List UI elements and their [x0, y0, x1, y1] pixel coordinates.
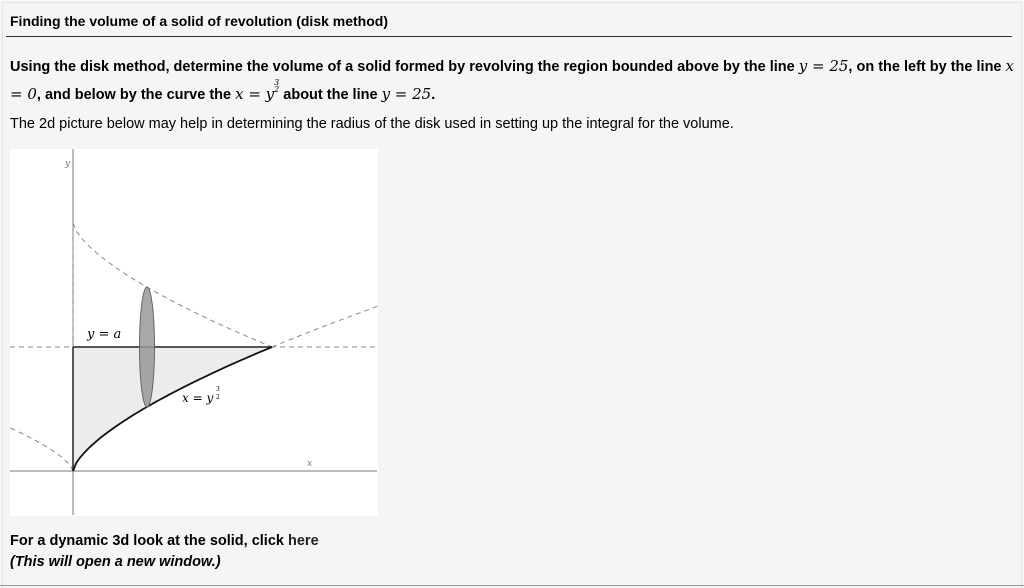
- curve-label: x = y: [182, 391, 214, 405]
- exp-num: 3: [274, 78, 280, 87]
- reflected-curve-lower: [10, 428, 73, 472]
- open-3d-link[interactable]: here: [288, 533, 319, 549]
- question-part: Using the disk method, determine the volume of a solid formed by revolving the region bounded above by the line: [10, 59, 799, 75]
- question-part: , and below by the curve the: [36, 87, 236, 103]
- math-y-25: y = 25: [798, 57, 849, 75]
- hint-text: The 2d picture below may help in determining the radius of the disk used in setting up the integral for the volume.: [10, 116, 734, 132]
- figure: [10, 149, 378, 516]
- shaded-region: [73, 347, 272, 471]
- curve-exp-den: 2: [216, 394, 220, 401]
- math-axis-line: y = 25: [381, 85, 432, 103]
- curve-extension: [272, 306, 378, 347]
- question-text: [10, 55, 1015, 107]
- question-part: , on the left by the line: [848, 59, 1006, 75]
- figure-svg: [10, 149, 378, 516]
- x-axis-label: x: [307, 459, 313, 469]
- math-curve: [235, 78, 280, 103]
- footer-text: For a dynamic 3d look at the solid, click: [10, 533, 288, 549]
- math-curve-base: x = y: [235, 85, 275, 103]
- line-label: y = a: [87, 327, 122, 342]
- disk-cross-section: [140, 287, 155, 407]
- footer-note: (This will open a new window.): [10, 554, 221, 570]
- bottom-divider: [0, 585, 1024, 586]
- exp-den: 2: [274, 85, 280, 94]
- question-part: .: [431, 87, 436, 103]
- page-title: Finding the volume of a solid of revolution (disk method): [10, 13, 388, 29]
- curve-exp-num: 3: [216, 386, 220, 393]
- y-axis-label: y: [65, 159, 71, 169]
- footer-line: [10, 533, 319, 549]
- title-divider: [6, 36, 1012, 37]
- question-part: about the line: [279, 87, 382, 103]
- math-x-0: x = 0: [10, 57, 1014, 103]
